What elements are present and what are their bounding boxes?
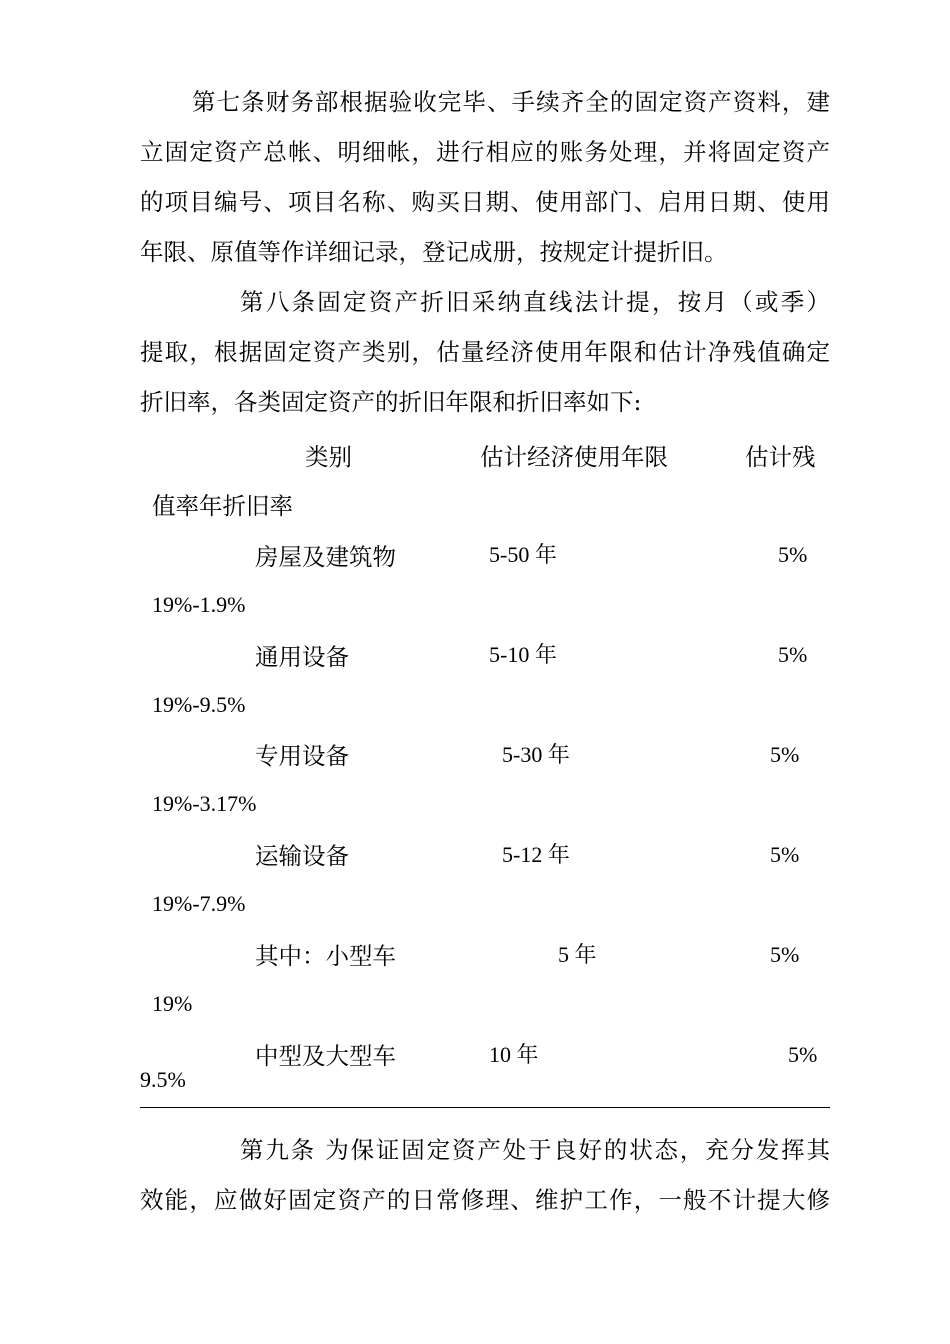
row-residual: 5%	[770, 742, 800, 767]
article8-line3: 折旧率，各类固定资产的折旧年限和折旧率如下:	[140, 388, 642, 416]
row-residual: 5%	[778, 642, 808, 667]
article7-line4: 年限、原值等作详细记录，登记成册，按规定计提折旧。	[140, 238, 728, 266]
row-category: 其中：小型车	[255, 942, 396, 970]
row-category: 中型及大型车	[255, 1042, 396, 1070]
row-rate: 19%-7.9%	[152, 891, 246, 916]
row-category: 房屋及建筑物	[255, 543, 396, 571]
article8-line1: 第八条固定资产折旧采纳直线法计提，按月（或季）	[240, 288, 830, 316]
row-residual: 5%	[778, 542, 808, 567]
row-rate: 19%-1.9%	[152, 592, 246, 617]
header-category: 类别	[305, 443, 352, 471]
header-residual: 估计残	[745, 443, 816, 471]
row-rate: 19%	[152, 991, 193, 1016]
row-rate: 9.5%	[140, 1067, 186, 1092]
row-life: 5 年	[558, 942, 597, 967]
article9-line2: 效能，应做好固定资产的日常修理、维护工作，一般不计提大修	[140, 1186, 830, 1214]
row-category: 通用设备	[255, 643, 349, 671]
row-residual: 5%	[770, 942, 800, 967]
header-rate-cont: 值率年折旧率	[152, 492, 293, 520]
row-category: 专用设备	[255, 742, 349, 770]
row-life: 5-30 年	[502, 742, 570, 767]
article9-line1: 第九条 为保证固定资产处于良好的状态，充分发挥其	[240, 1136, 830, 1164]
row-rate: 19%-9.5%	[152, 692, 246, 717]
article7-line1: 第七条财务部根据验收完毕、手续齐全的固定资产资料，建	[192, 88, 830, 116]
row-life: 5-50 年	[489, 542, 557, 567]
article8-line2: 提取，根据固定资产类别，估量经济使用年限和估计净残值确定	[140, 338, 830, 366]
row-life: 10 年	[489, 1042, 539, 1067]
row-residual: 5%	[788, 1042, 818, 1067]
row-category: 运输设备	[255, 842, 349, 870]
row-residual: 5%	[770, 842, 800, 867]
horizontal-rule	[140, 1107, 830, 1108]
row-life: 5-12 年	[502, 842, 570, 867]
article7-line2: 立固定资产总帐、明细帐，进行相应的账务处理，并将固定资产	[140, 138, 830, 166]
row-life: 5-10 年	[489, 642, 557, 667]
row-rate: 19%-3.17%	[152, 791, 257, 816]
article7-line3: 的项目编号、项目名称、购买日期、使用部门、启用日期、使用	[140, 188, 830, 216]
header-life: 估计经济使用年限	[480, 443, 668, 471]
